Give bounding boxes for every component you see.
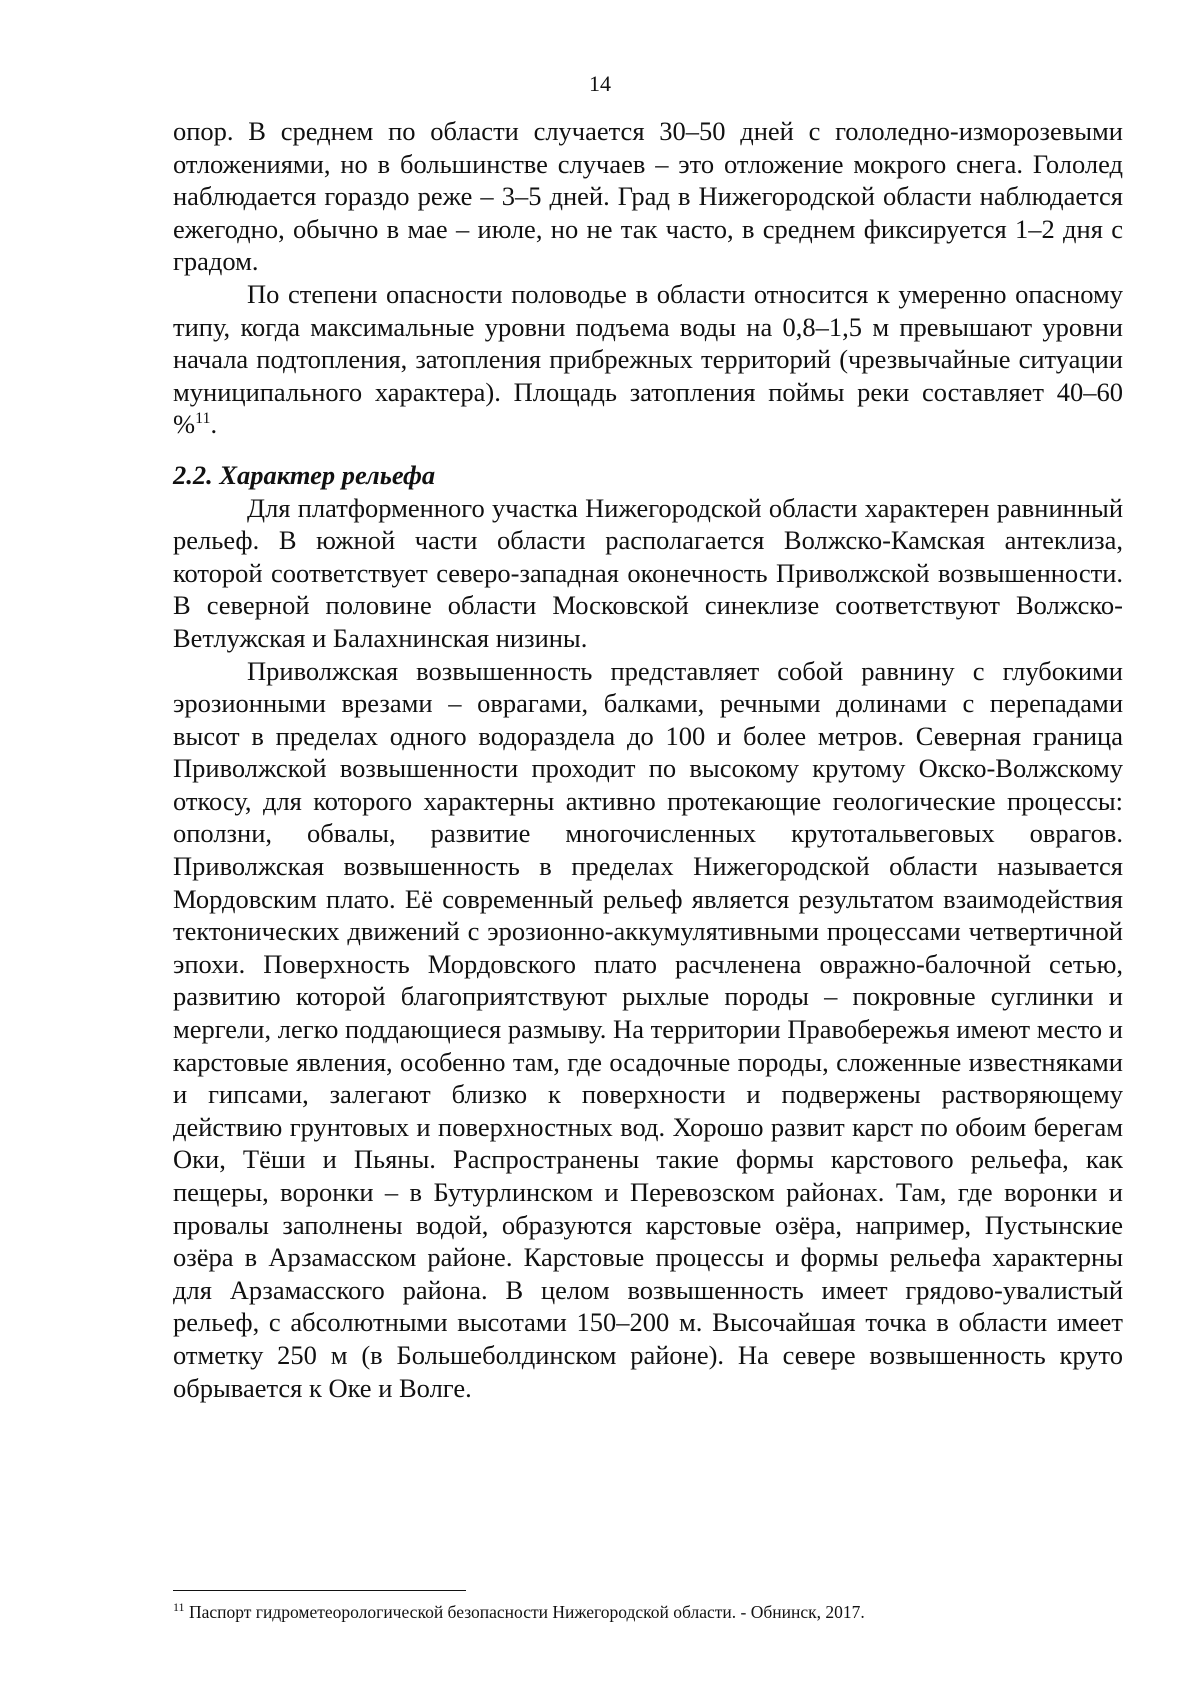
page-number: 14 — [589, 71, 611, 96]
page-body — [173, 115, 1123, 1404]
paragraph-4: Приволжская возвышенность представляет собой равнину с глубокими эрозионными врезами – оврагами, балками, речными долинами с перепадами высот в пределах одного водораздела до 100 и более метров. Северная граница Приволжской возвышенности проходит по высокому крутому Окско-Волжскому откосу, для которого характерны активно протекающие геологические процессы: оползни, обвалы, развитие многочисленных крутотальвеговых оврагов. Приволжская возвышенность в пределах Нижегородской области называется Мордовским плато. Её современный рельеф является результатом взаимодействия тектонических движений с эрозионно-аккумулятивными процессами четвертичной эпохи. Поверхность Мордовского плато расчленена овражно-балочной сетью, развитию которой благоприятствуют рыхлые породы – покровные суглинки и мергели, легко поддающиеся размыву. На территории Правобережья имеют место и карстовые явления, особенно там, где осадочные породы, сложенные известняками и гипсами, залегают близко к поверхности и подвержены растворяющему действию грунтовых и поверхностных вод. Хорошо развит карст по обоим берегам Оки, Тёши и Пьяны. Распространены такие формы карстового рельефа, как пещеры, воронки – в Бутурлинском и Перевозском районах. Там, где воронки и провалы заполнены водой, образуются карстовые озёра, например, Пустынские озёра в Арзамасском районе. Карстовые процессы и формы рельефа характерны для Арзамасского района. В целом возвышенность имеет грядово-увалистый рельеф, с абсолютными высотами 150–200 м. Высочайшая точка в области имеет отметку 250 м (в Большеболдинском районе). На севере возвышенность круто обрывается к Оке и Волге. — [173, 655, 1123, 1403]
paragraph-3: Для платформенного участка Нижегородской области характерен равнинный рельеф. В южной части области располагается Волжско-Камская антеклиза, которой соответствует северо-западная оконечность Приволжской возвышенности. В северной половине области Московской синеклизе соответствуют Волжско-Ветлужская и Балахнинская низины. — [173, 492, 1123, 653]
section-heading: 2.2. Характер рельефа — [173, 459, 436, 490]
footnote — [173, 1600, 1123, 1624]
footnote-text: Паспорт гидрометеорологической безопасности Нижегородской области. - Обнинск, 2017. — [184, 1602, 865, 1622]
footnote-separator — [173, 1590, 466, 1591]
footnote-marker: 11 — [173, 1600, 185, 1615]
paragraph-2-end: . — [210, 409, 218, 440]
footnote-reference: 11 — [195, 410, 211, 428]
paragraph-2 — [173, 278, 1123, 441]
paragraph-2-text: По степени опасности половодье в области относится к умеренно опасному типу, когда максимальные уровни подъема воды на 0,8–1,5 м превышают уровни начала подтопления, затопления прибрежных территорий (чрезвычайные ситуации муниципального характера). Площадь затопления поймы реки составляет 40–60 % — [173, 278, 1123, 440]
paragraph-1: опор. В среднем по области случается 30–50 дней с гололедно-изморозевыми отложениями, но в большинстве случаев – это отложение мокрого снега. Гололед наблюдается гораздо реже – 3–5 дней. Град в Нижегородской области наблюдается ежегодно, обычно в мае – июле, но не так часто, в среднем фиксируется 1–2 дня с градом. — [173, 116, 1123, 277]
